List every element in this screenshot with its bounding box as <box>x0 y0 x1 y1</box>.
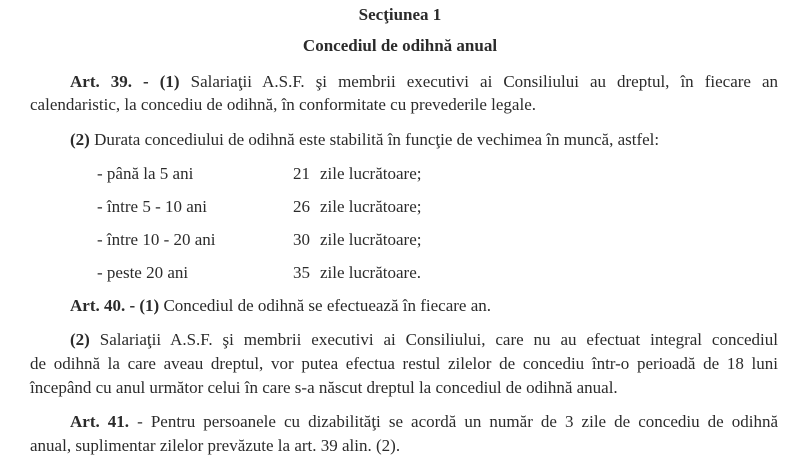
art39-paragraph1-line1 <box>70 72 778 92</box>
art41-label: Art. 41. <box>70 412 130 431</box>
list-item-unit: zile lucrătoare. <box>320 263 421 282</box>
section-heading: Secţiunea 1 <box>358 5 442 24</box>
art39-p2-text: Durata concediului de odihnă este stabilită în funcţie de vechimea în muncă, astfel: <box>94 130 660 149</box>
list-item-unit: zile lucrătoare; <box>320 164 422 183</box>
art40-paragraph2-line2: de odihnă la care aveau dreptul, vor putea efectua restul zilelor de concediu într-o perioadă de 18 luni <box>30 354 778 373</box>
list-item-range: - între 10 - 20 ani <box>97 230 216 249</box>
art39-label: Art. 39. - (1) <box>70 72 180 91</box>
art40-paragraph2-line3: începând cu anul următor celui în care s-a născut dreptul la concediul de odihnă anual. <box>30 378 618 397</box>
list-item-days: 35 <box>293 263 310 282</box>
art39-p2-label: (2) <box>70 130 90 149</box>
list-item-range: - până la 5 ani <box>97 164 194 183</box>
art40-p1-text: Concediul de odihnă se efectuează în fiecare an. <box>163 296 492 315</box>
list-item-range: - peste 20 ani <box>97 263 189 282</box>
list-item-days: 30 <box>293 230 310 249</box>
art40-paragraph1 <box>70 296 491 316</box>
art40-paragraph2-line1 <box>70 330 778 350</box>
art40-label: Art. 40. - (1) <box>70 296 160 315</box>
art39-paragraph1-line2: calendaristic, la concediu de odihnă, în conformitate cu prevederile legale. <box>30 95 536 114</box>
art41-line1 <box>70 412 778 432</box>
art40-p2-label: (2) <box>70 330 90 349</box>
art41-line2: anual, suplimentar zilelor prevăzute la art. 39 alin. (2). <box>30 436 401 455</box>
list-item-unit: zile lucrătoare; <box>320 230 422 249</box>
art39-paragraph2 <box>70 130 659 150</box>
art40-p2-text: Salariaţii A.S.F. şi membrii executivi ai Consiliului, care nu au efectuat integral concediul <box>99 330 778 349</box>
section-title: Concediul de odihnă anual <box>302 36 498 55</box>
list-item-days: 26 <box>293 197 310 216</box>
list-item-days: 21 <box>293 164 310 183</box>
list-item-range: - între 5 - 10 ani <box>97 197 207 216</box>
art41-text: - Pentru persoanele cu dizabilităţi se acordă un număr de 3 zile de concediu de odihnă <box>137 412 779 431</box>
art39-p1-text: Salariaţii A.S.F. şi membrii executivi ai Consiliului au dreptul, în fiecare an <box>190 72 779 91</box>
list-item-unit: zile lucrătoare; <box>320 197 422 216</box>
